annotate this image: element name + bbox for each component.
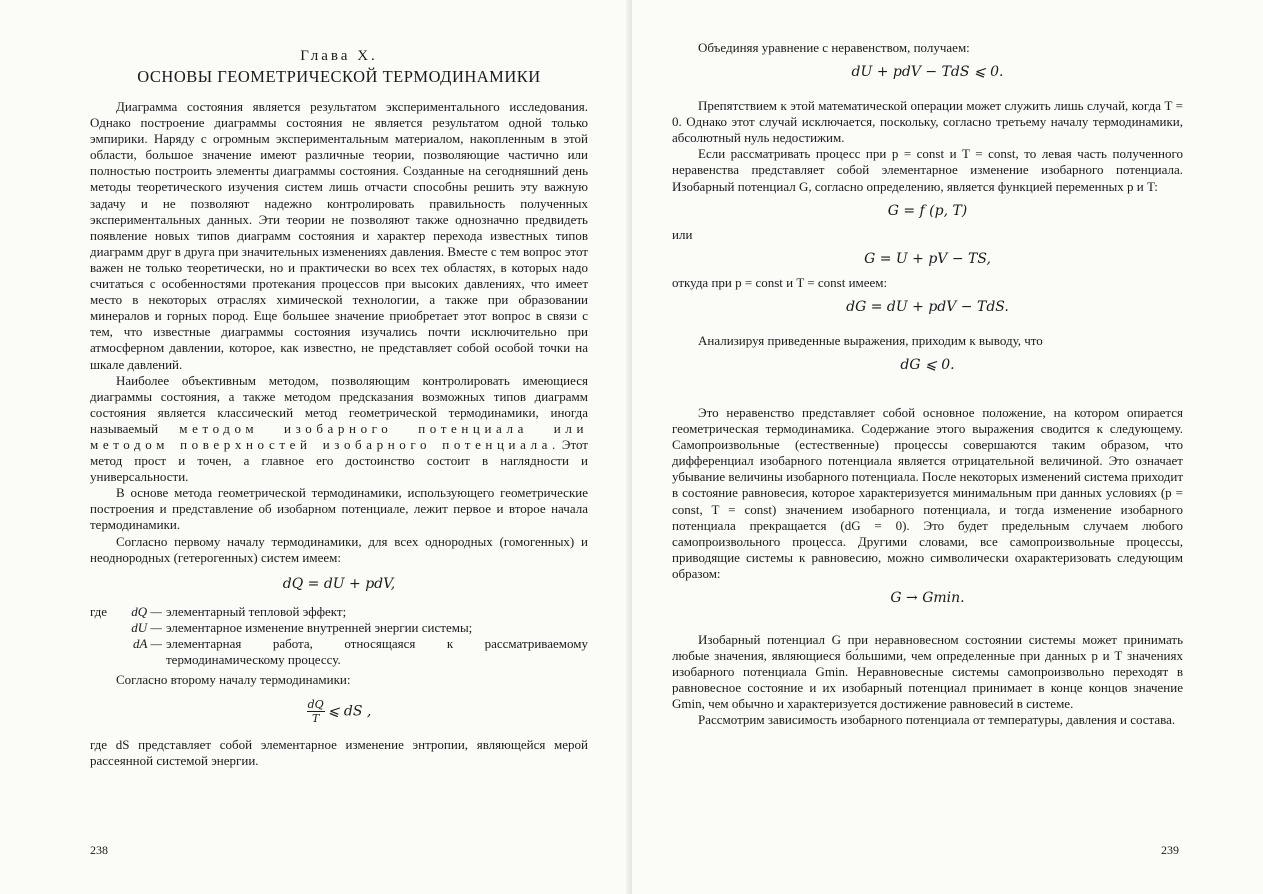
paragraph-text: . Этот метод прост и точен, а главное его достоинство состоит в наглядности и универсальности. (90, 436, 588, 485)
definition-lead (90, 620, 118, 636)
fraction-denominator: T (312, 712, 320, 726)
definition-symbol: dU — (131, 619, 162, 635)
definition-lead: где (90, 603, 108, 619)
fraction-numerator: dQ (307, 698, 324, 712)
paragraph: Если рассматривать процесс при p = const и T = const, то левая часть полученного неравенства представляет собой элементарное изменение изобарного потенциала. Изобарный потенциал G, согласно определению, является функцией переменных p и T: (672, 146, 1183, 194)
definition-lead (90, 636, 118, 668)
definition-row (90, 620, 588, 636)
paragraph-text: Наиболее объективным методом, позволяющим контролировать имеющиеся диаграммы состояния, а также методом предсказания возможных типов диаграмм состояния является классический метод геометрической термодинамики, иногда называемый (90, 372, 588, 436)
paragraph: где dS представляет собой элементарное изменение энтропии, являющейся мерой рассеянной системой энергии. (90, 737, 588, 769)
paragraph: Согласно первому началу термодинамики, для всех однородных (гомогенных) и неоднородных (гетерогенных) систем имеем: (90, 533, 588, 565)
definition-row (90, 636, 588, 668)
definition-symbol: dQ — (131, 603, 162, 619)
definition-row (90, 604, 588, 620)
equation-first-law: dQ = dU + pdV, (282, 575, 396, 592)
paragraph: Согласно второму началу термодинамики: (116, 672, 351, 688)
paragraph: Диаграмма состояния является результатом экспериментального исследования. Однако построение диаграммы состояния не является результатом одной только эмпирики. Наряду с огромным экспериментальным материалом, накопленным в этой области, большое значение имеют различные теории, позволяющие частично или полностью построить элементы диаграммы состояния. Созданные на сегодняшний день методы теоретического изучения систем лишь отчасти способны решить эту важную задачу и не позволяют надежно контролировать правильность полученных экспериментальных данных. Эти теории не позволяют также однозначно предвидеть появление новых типов диаграмм состояния и характер перехода известных типов диаграмм друг в друга при значительных изменениях давления. Вместе с тем вопрос этот важен не только теоретически, но и практически во всех тех областях, в которых надо считаться с особенностями протекания процессов при высоких давлениях, что имеет место в некоторых отраслях химической технологии, а также при образовании минералов и горных пород. Еще большее значение приобретает этот вопрос в связи с тем, что известные диаграммы состояния изучались почти исключительно при атмосферном давлении, которое, как известно, не представляет собой особой точки на шкале давлений. (90, 99, 588, 372)
page-number: 239 (1161, 843, 1179, 857)
equation-second-law (90, 698, 588, 725)
spaced-emphasis: методом изобарного потенциала или методом поверхностей изобарного потенциала (90, 420, 588, 452)
paragraph: Препятствием к этой математической операции может служить лишь случай, когда T = 0. Однако этот случай исключается, поскольку, согласно третьему началу термодинамики, абсолютный нуль недостижим. (672, 98, 1183, 146)
paragraph: В основе метода геометрической термодинамики, использующего геометрические построения и представление об изобарном потенциале, лежит первое и второе начала термодинамики. (90, 485, 588, 533)
paragraph: откуда при p = const и T = const имеем: (672, 274, 888, 290)
paragraph: Это неравенство представляет собой основное положение, на котором опирается геометрическая термодинамика. Содержание этого выражения сводится к следующему. Самопроизвольные (естественные) процессы совершаются таким образом, что дифференциал изобарного потенциала является отрицательной величиной. Это означает убывание величины изобарного потенциала. После некоторых изменений система приходит в состояние равновесия, которое характеризуется минимальным при данных условиях (p = const, T = const) значением изобарного потенциала, и тогда изменение изобарного потенциала прекращается (dG = 0). Это будет предельным случаем любого самопроизвольного процесса. Другими словами, все самопроизвольные процессы, приводящие системы к равновесию, можно символически охарактеризовать следующим образом: (672, 404, 1183, 581)
equation-dg-inequality: dG ⩽ 0. (900, 356, 955, 373)
chapter-title: ОСНОВЫ ГЕОМЕТРИЧЕСКОЙ ТЕРМОДИНАМИКИ (137, 67, 541, 86)
fraction (307, 698, 325, 725)
paragraph: Изобарный потенциал G при неравновесном состоянии системы может принимать любые значения, являющиеся бо́льшими, чем определенные при данных p и T значениях изобарного потенциала Gmin. Неравновесные системы самопроизвольно переходят в равновесное состояние и их изобарный потенциал принимает в конце концов значение Gmin, чем обычно и характеризуется достижение равновесий в системе. (672, 631, 1183, 712)
paragraph (90, 373, 588, 486)
definition-text: элементарный тепловой эффект; (166, 603, 347, 619)
equation-g-definition: G = U + pV − TS, (864, 250, 991, 267)
equation-g-function: G = f (p, T) (887, 202, 968, 219)
definition-text: элементарная работа, относящаяся к рассматриваемому термодинамическому процессу. (166, 635, 588, 667)
right-page (632, 0, 1263, 894)
equation-dg: dG = dU + pdV − TdS. (846, 298, 1009, 315)
paragraph: Анализируя приведенные выражения, приходим к выводу, что (698, 332, 1043, 348)
equation-combined: dU + pdV − TdS ⩽ 0. (851, 64, 1004, 81)
definitions-list (90, 604, 588, 668)
paragraph: Объединяя уравнение с неравенством, получаем: (698, 40, 970, 55)
word-or: или (672, 226, 693, 242)
definition-text: элементарное изменение внутренней энергии системы; (166, 619, 473, 635)
equation-rest: ⩽ dS , (327, 703, 372, 720)
equation-g-to-gmin: G → Gmin. (890, 589, 965, 606)
paragraph: Рассмотрим зависимость изобарного потенциала от температуры, давления и состава. (698, 712, 1176, 728)
page-number: 238 (90, 843, 108, 857)
definition-symbol: dA — (132, 635, 162, 651)
chapter-number: Глава X. (300, 48, 378, 64)
